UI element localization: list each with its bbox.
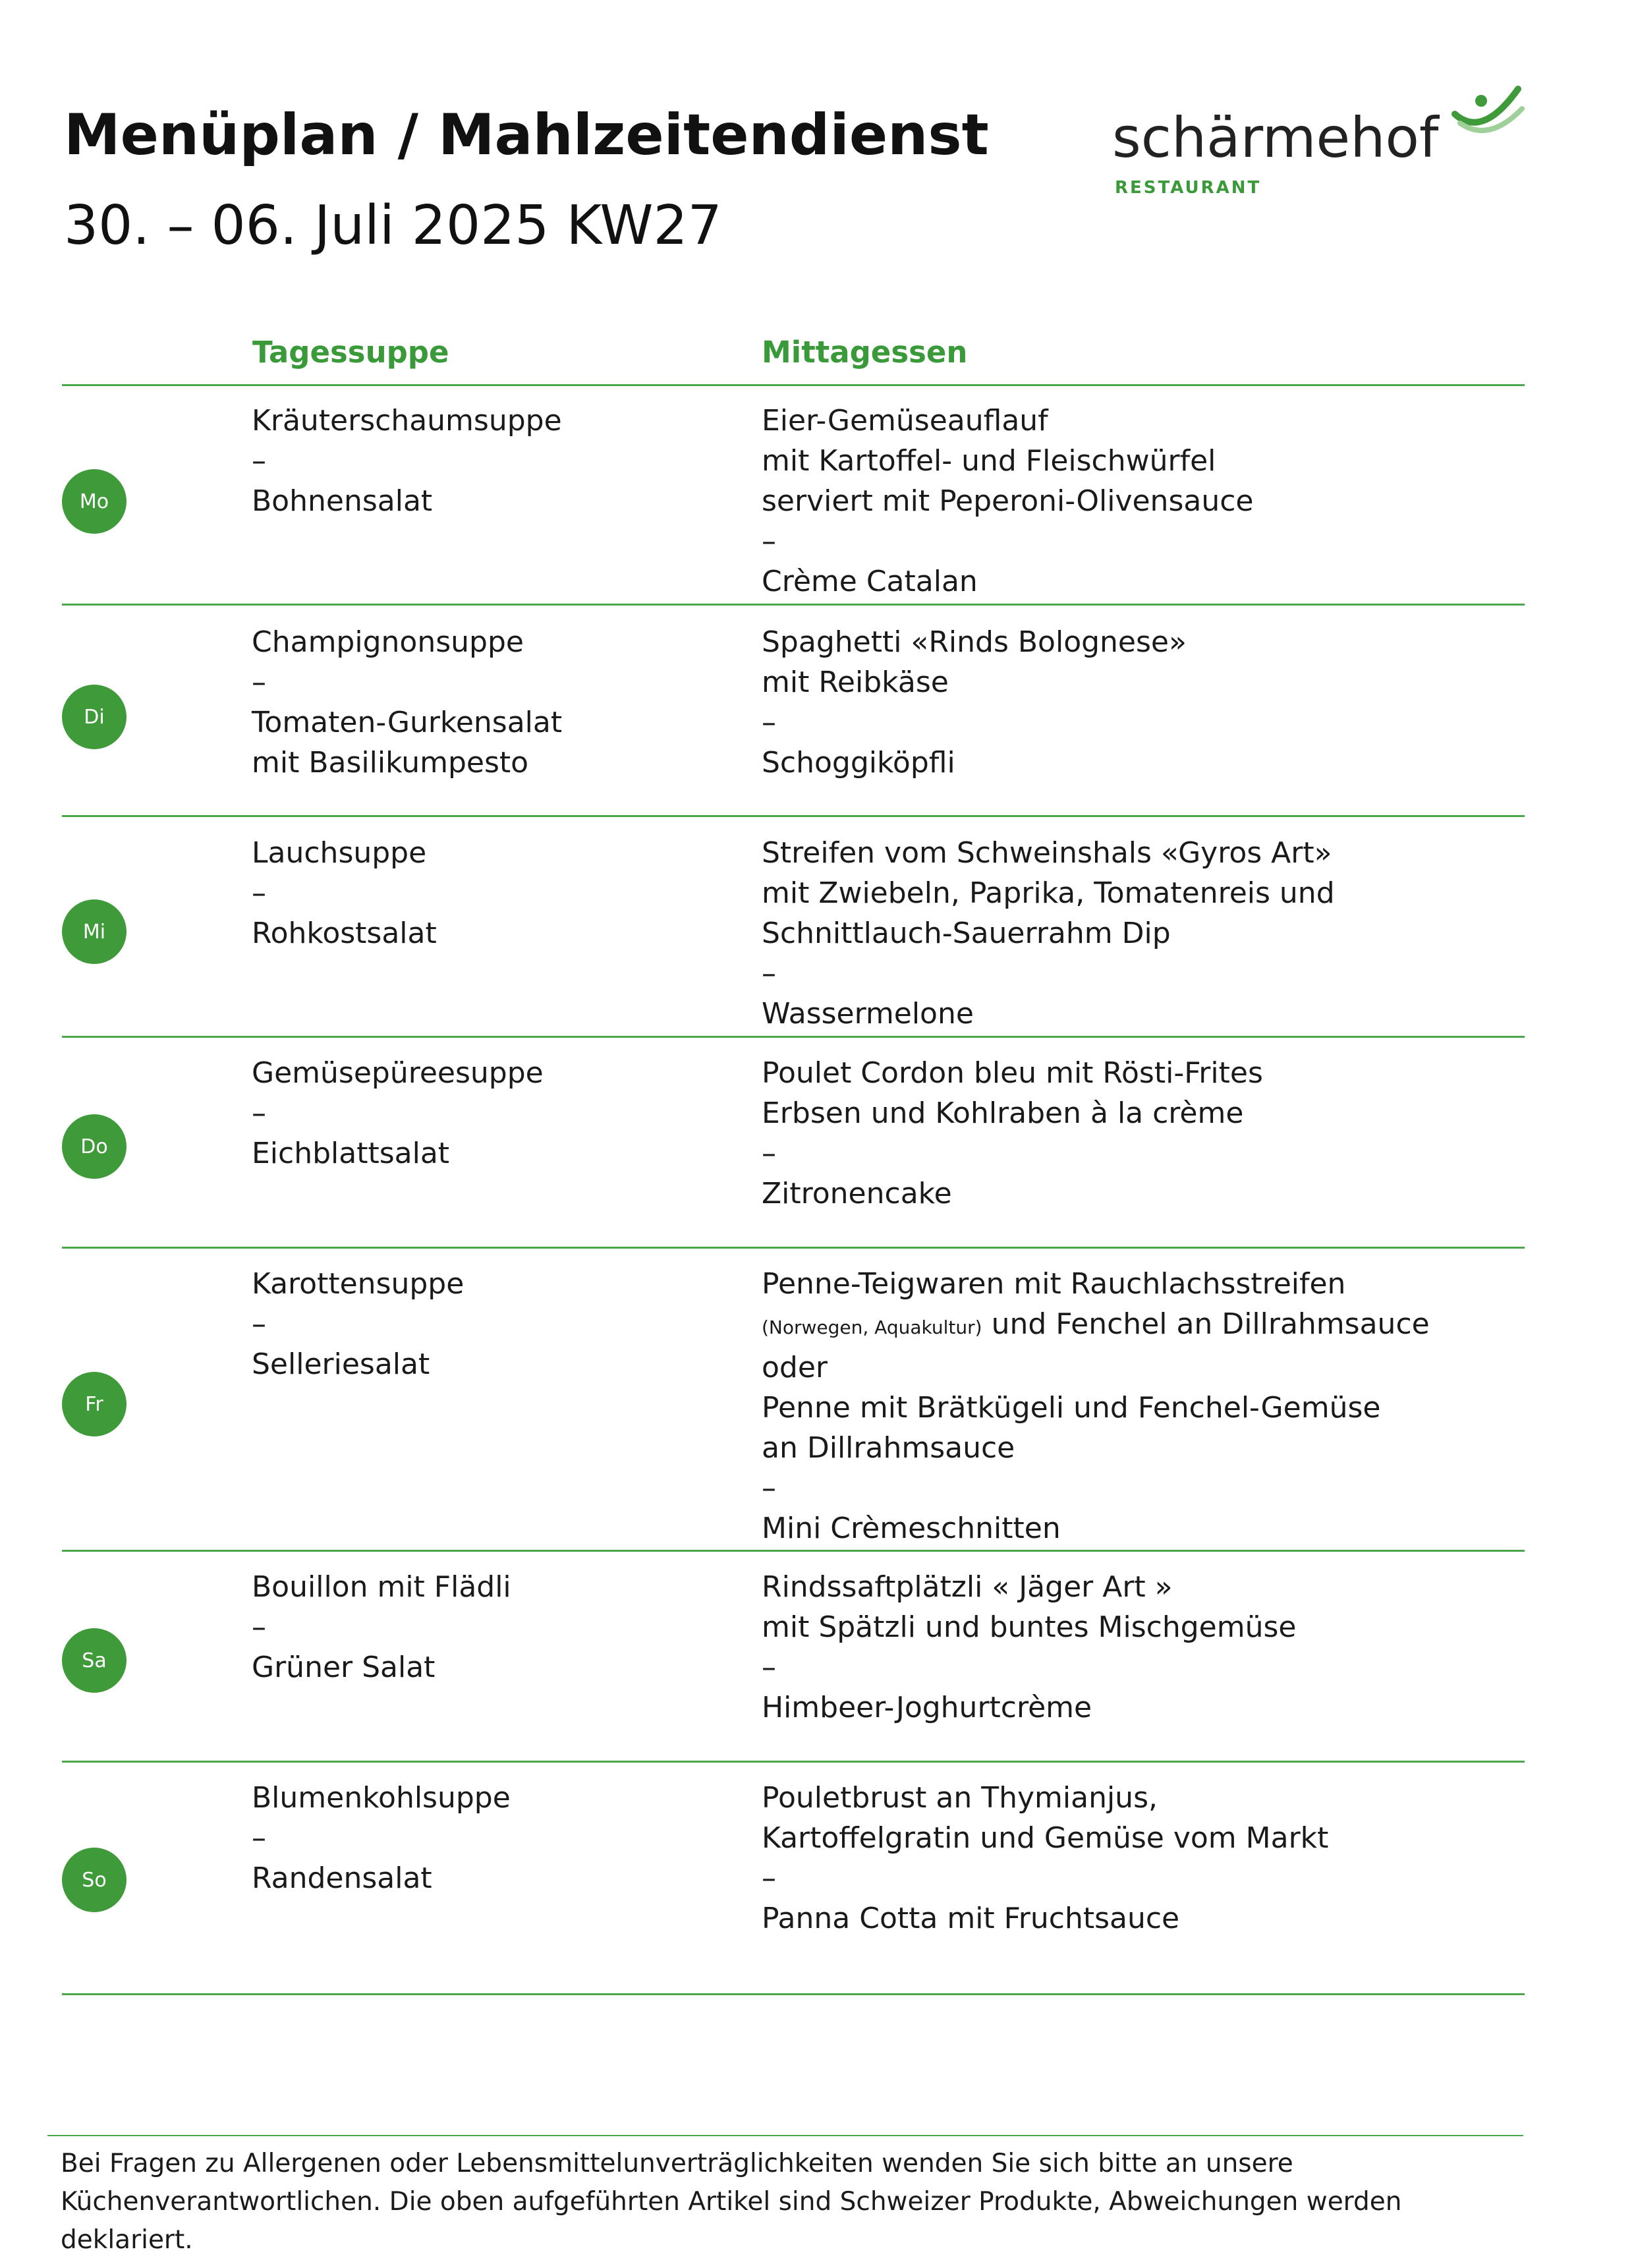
day-badge: Mi [62, 899, 127, 964]
allergen-note: Bei Fragen zu Allergenen oder Lebensmittelunverträglichkeiten wenden Sie sich bitte an unsere Küchenverantwortlichen. Die oben aufgeführten Artikel sind Schweizer Produkte, Abweichungen werden deklariert. [61, 2149, 1402, 2255]
origin-note: (Norwegen, Aquakultur) [762, 1317, 982, 1338]
row-divider [62, 604, 1525, 606]
week-range: 30. – 06. Juli 2025 KW27 [64, 194, 722, 257]
footer-divider [47, 2135, 1523, 2136]
meal-cell: Pouletbrust an Thymianjus, Kartoffelgratin und Gemüse vom Markt – Panna Cotta mit Fruchtsauce [762, 1781, 1329, 1935]
column-header-soup: Tagessuppe [252, 335, 449, 370]
soup-cell: Gemüsepüreesuppe – Eichblattsalat [252, 1056, 544, 1170]
page-title: Menüplan / Mahlzeitendienst [64, 102, 989, 168]
meal-cell: Spaghetti «Rinds Bolognese» mit Reibkäse – Schoggiköpfli [762, 625, 1187, 780]
day-badge: Di [62, 685, 127, 749]
meal-cell: Streifen vom Schweinshals «Gyros Art» mit Zwiebeln, Paprika, Tomatenreis und Schnittlauch-Sauerrahm Dip – Wassermelone [762, 836, 1335, 1031]
soup-cell: Lauchsuppe – Rohkostsalat [252, 836, 437, 950]
meal-cell: Rindssaftplätzli « Jäger Art » mit Spätzli und buntes Mischgemüse – Himbeer-Joghurtcrème [762, 1570, 1297, 1724]
day-badge: Mo [62, 469, 127, 534]
row-divider [62, 815, 1525, 817]
soup-cell: Kräuterschaumsuppe – Bohnensalat [252, 404, 562, 518]
soup-cell: Champignonsuppe – Tomaten-Gurkensalat mit Basilikumpesto [252, 625, 563, 780]
row-divider [62, 1550, 1525, 1552]
day-badge: Do [62, 1114, 127, 1179]
soup-cell: Bouillon mit Flädli – Grüner Salat [252, 1570, 511, 1684]
day-badge: Fr [62, 1372, 127, 1436]
logo-smile-icon [1450, 82, 1529, 142]
header-divider [62, 384, 1525, 386]
day-badge: Sa [62, 1628, 127, 1693]
soup-cell: Blumenkohlsuppe – Randensalat [252, 1781, 511, 1895]
row-divider [62, 1247, 1525, 1249]
restaurant-logo-sub: RESTAURANT [1115, 178, 1262, 198]
meal-cell: Penne-Teigwaren mit Rauchlachsstreifen (Norwegen, Aquakultur) und Fenchel an Dillrahmsauce oder Penne mit Brätkügeli und Fenchel-Gemüse an Dillrahmsauce – Mini Crèmeschnitten [762, 1267, 1430, 1545]
row-divider [62, 1993, 1525, 1995]
row-divider [62, 1036, 1525, 1038]
soup-cell: Karottensuppe – Selleriesalat [252, 1267, 465, 1381]
day-badge: So [62, 1848, 127, 1912]
meal-cell: Poulet Cordon bleu mit Rösti-Frites Erbsen und Kohlraben à la crème – Zitronencake [762, 1056, 1263, 1210]
meal-cell: Eier-Gemüseauflauf mit Kartoffel- und Fleischwürfel serviert mit Peperoni-Olivensauce – Crème Catalan [762, 404, 1254, 598]
row-divider [62, 1761, 1525, 1763]
column-header-lunch: Mittagessen [762, 335, 968, 370]
restaurant-logo-name: schärmehof [1112, 105, 1439, 170]
